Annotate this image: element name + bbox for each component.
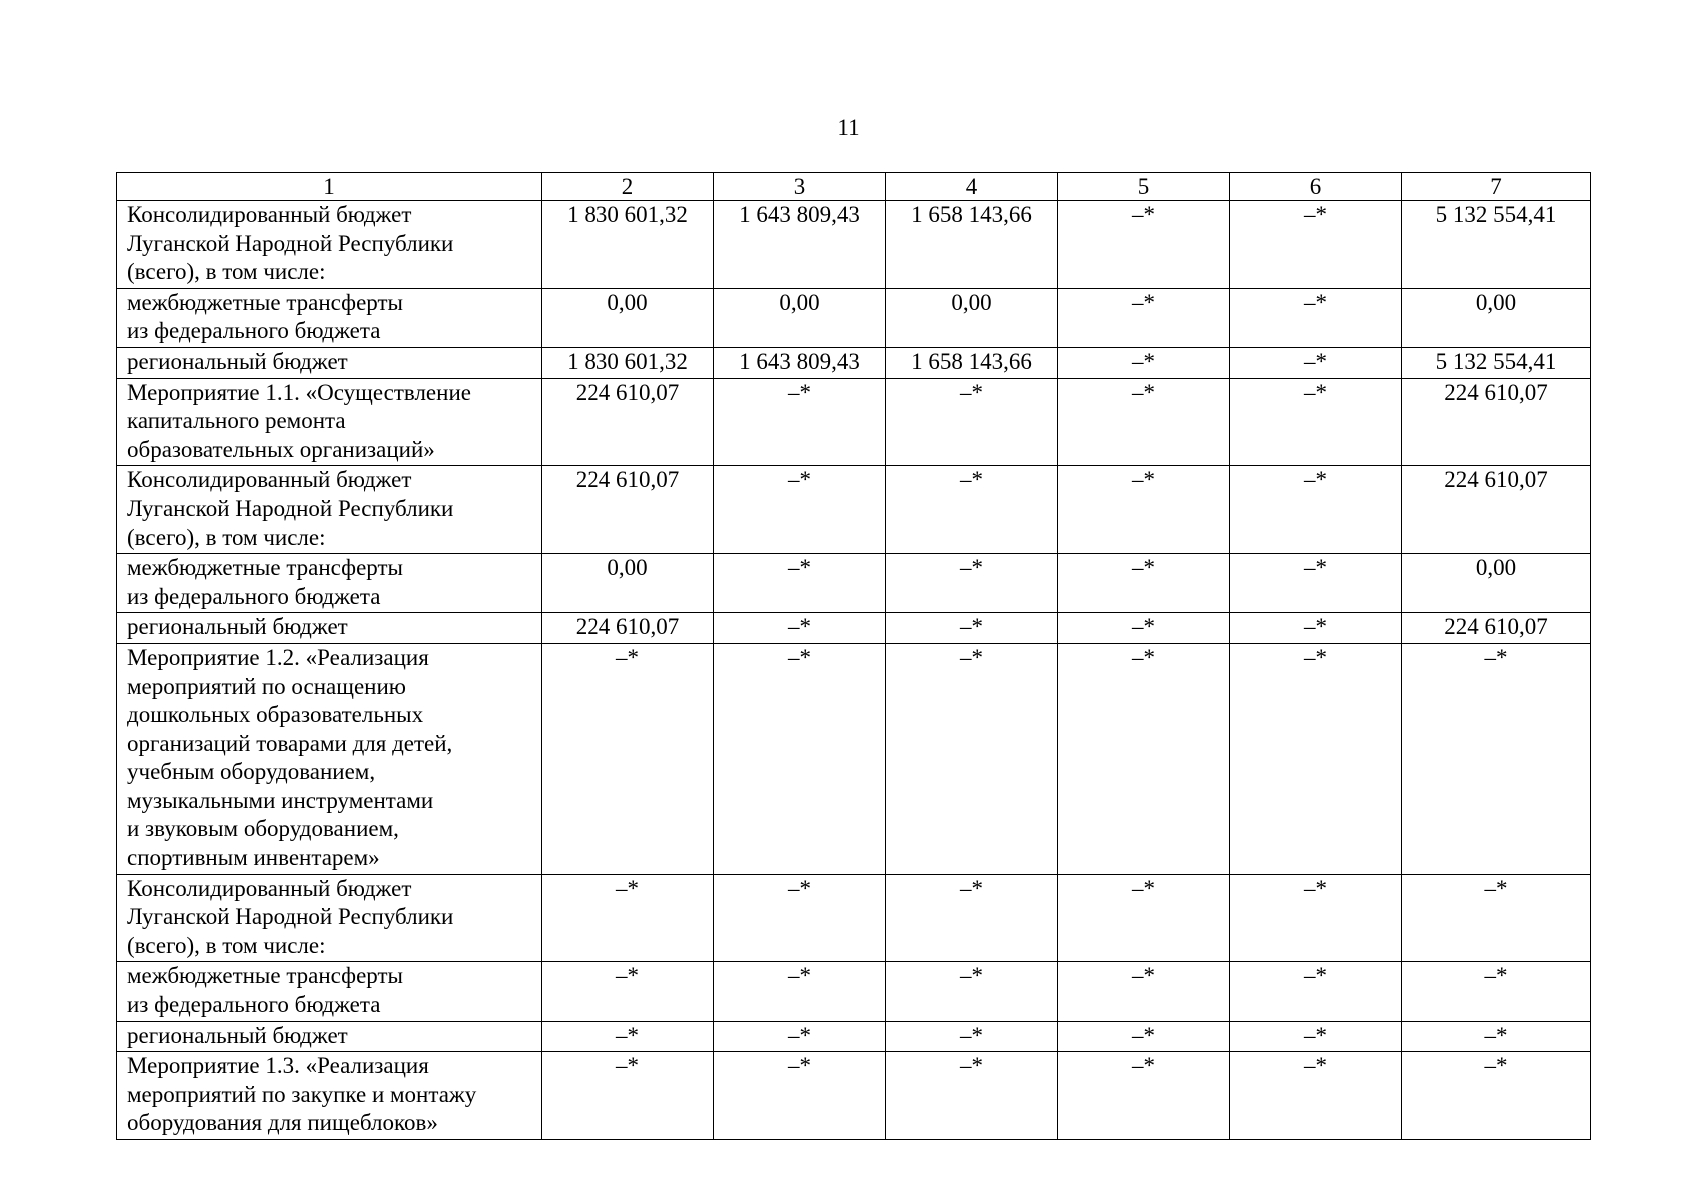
- value-cell: –*: [886, 466, 1058, 554]
- value-cell: –*: [1058, 288, 1230, 347]
- value-cell: –*: [886, 1021, 1058, 1052]
- table-row: [117, 874, 1591, 962]
- row-label: межбюджетные трансферты из федерального бюджета: [127, 963, 403, 1018]
- value-cell: 0,00: [886, 288, 1058, 347]
- value-cell: –*: [1230, 466, 1402, 554]
- value-cell: –*: [714, 1021, 886, 1052]
- value-cell: –*: [1402, 1021, 1591, 1052]
- value-cell: –*: [1230, 613, 1402, 644]
- value-cell: –*: [714, 378, 886, 466]
- column-number-header: 4: [886, 173, 1058, 201]
- column-number-header: 2: [542, 173, 714, 201]
- table-row: [117, 643, 1591, 874]
- row-label: региональный бюджет: [127, 614, 348, 640]
- table-row: [117, 378, 1591, 466]
- row-label-cell: [117, 347, 542, 378]
- row-label-cell: [117, 554, 542, 613]
- value-cell: –*: [1058, 962, 1230, 1021]
- value-cell: 1 643 809,43: [714, 347, 886, 378]
- value-cell: –*: [1230, 288, 1402, 347]
- column-number-header: 7: [1402, 173, 1591, 201]
- value-cell: –*: [1230, 378, 1402, 466]
- value-cell: 0,00: [542, 554, 714, 613]
- row-label-cell: [117, 288, 542, 347]
- row-label-cell: [117, 1021, 542, 1052]
- value-cell: 1 658 143,66: [886, 201, 1058, 289]
- value-cell: 224 610,07: [542, 613, 714, 644]
- value-cell: 1 658 143,66: [886, 347, 1058, 378]
- page-number: 11: [837, 115, 860, 140]
- table-row: [117, 554, 1591, 613]
- value-cell: –*: [542, 643, 714, 874]
- value-cell: –*: [1058, 347, 1230, 378]
- value-cell: –*: [886, 613, 1058, 644]
- value-cell: –*: [886, 378, 1058, 466]
- value-cell: 0,00: [1402, 288, 1591, 347]
- value-cell: –*: [1230, 201, 1402, 289]
- value-cell: –*: [1058, 201, 1230, 289]
- value-cell: 5 132 554,41: [1402, 201, 1591, 289]
- value-cell: –*: [714, 554, 886, 613]
- value-cell: –*: [1058, 613, 1230, 644]
- value-cell: –*: [886, 1052, 1058, 1140]
- table-row: [117, 288, 1591, 347]
- row-label: региональный бюджет: [127, 348, 348, 374]
- value-cell: –*: [714, 1052, 886, 1140]
- value-cell: –*: [1230, 874, 1402, 962]
- value-cell: –*: [1058, 1052, 1230, 1140]
- table-row: [117, 613, 1591, 644]
- value-cell: –*: [542, 874, 714, 962]
- column-number-header: 6: [1230, 173, 1402, 201]
- value-cell: 224 610,07: [1402, 466, 1591, 554]
- value-cell: –*: [1402, 643, 1591, 874]
- row-label: Консолидированный бюджет Луганской Народной Республики (всего), в том числе:: [127, 467, 454, 550]
- table-row: [117, 1021, 1591, 1052]
- value-cell: –*: [542, 962, 714, 1021]
- value-cell: –*: [1058, 466, 1230, 554]
- column-number-header: 3: [714, 173, 886, 201]
- value-cell: –*: [714, 874, 886, 962]
- value-cell: –*: [1058, 643, 1230, 874]
- row-label-cell: [117, 466, 542, 554]
- value-cell: 5 132 554,41: [1402, 347, 1591, 378]
- row-label-cell: [117, 378, 542, 466]
- value-cell: 0,00: [542, 288, 714, 347]
- value-cell: 1 643 809,43: [714, 201, 886, 289]
- value-cell: –*: [714, 466, 886, 554]
- value-cell: –*: [886, 554, 1058, 613]
- column-number-header: 1: [117, 173, 542, 201]
- value-cell: –*: [1230, 554, 1402, 613]
- value-cell: –*: [542, 1052, 714, 1140]
- table-row: [117, 201, 1591, 289]
- row-label-cell: [117, 643, 542, 874]
- value-cell: 1 830 601,32: [542, 201, 714, 289]
- value-cell: –*: [1058, 378, 1230, 466]
- value-cell: –*: [1058, 874, 1230, 962]
- row-label: Мероприятие 1.2. «Реализация мероприятий по оснащению дошкольных образовательных организаций товарами для детей, учебным оборудованием, музыкальными инструментами и звуковым оборудованием, спортивным инвентарем»: [127, 644, 453, 871]
- value-cell: 224 610,07: [542, 378, 714, 466]
- budget-table: [116, 172, 1591, 1140]
- value-cell: –*: [714, 962, 886, 1021]
- column-number-header: 5: [1058, 173, 1230, 201]
- value-cell: –*: [886, 962, 1058, 1021]
- table-row: [117, 962, 1591, 1021]
- value-cell: –*: [1402, 874, 1591, 962]
- row-label: Консолидированный бюджет Луганской Народной Республики (всего), в том числе:: [127, 875, 454, 958]
- table-row: [117, 466, 1591, 554]
- table-row: [117, 347, 1591, 378]
- table-row: [117, 1052, 1591, 1140]
- value-cell: –*: [542, 1021, 714, 1052]
- row-label: Мероприятие 1.3. «Реализация мероприятий по закупке и монтажу оборудования для пищеблоков»: [127, 1053, 477, 1136]
- value-cell: –*: [886, 874, 1058, 962]
- value-cell: –*: [1230, 1052, 1402, 1140]
- row-label-cell: [117, 1052, 542, 1140]
- row-label: межбюджетные трансферты из федерального бюджета: [127, 555, 403, 609]
- value-cell: –*: [1230, 347, 1402, 378]
- value-cell: 224 610,07: [542, 466, 714, 554]
- value-cell: –*: [1230, 643, 1402, 874]
- value-cell: –*: [1230, 962, 1402, 1021]
- row-label-cell: [117, 613, 542, 644]
- value-cell: 0,00: [1402, 554, 1591, 613]
- value-cell: –*: [1402, 962, 1591, 1021]
- column-number-header-row: [117, 173, 1591, 201]
- value-cell: –*: [714, 643, 886, 874]
- value-cell: –*: [714, 613, 886, 644]
- value-cell: 1 830 601,32: [542, 347, 714, 378]
- row-label: Мероприятие 1.1. «Осуществление капитального ремонта образовательных организаций»: [127, 379, 471, 462]
- value-cell: –*: [1402, 1052, 1591, 1140]
- value-cell: 0,00: [714, 288, 886, 347]
- value-cell: –*: [1230, 1021, 1402, 1052]
- value-cell: –*: [1058, 554, 1230, 613]
- row-label-cell: [117, 962, 542, 1021]
- row-label: межбюджетные трансферты из федерального бюджета: [127, 289, 403, 344]
- value-cell: 224 610,07: [1402, 378, 1591, 466]
- value-cell: –*: [1058, 1021, 1230, 1052]
- value-cell: 224 610,07: [1402, 613, 1591, 644]
- row-label: Консолидированный бюджет Луганской Народной Республики (всего), в том числе:: [127, 202, 454, 285]
- row-label-cell: [117, 201, 542, 289]
- row-label-cell: [117, 874, 542, 962]
- value-cell: –*: [886, 643, 1058, 874]
- row-label: региональный бюджет: [127, 1022, 348, 1048]
